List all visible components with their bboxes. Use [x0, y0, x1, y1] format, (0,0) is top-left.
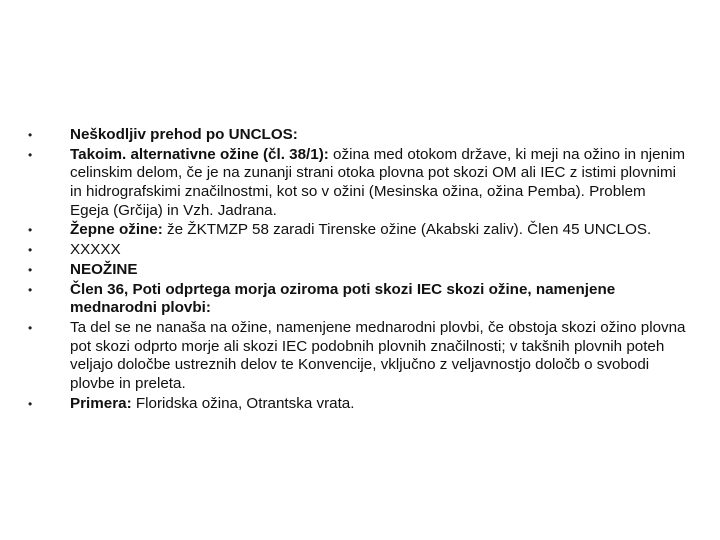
bullet-item: [28, 146, 688, 220]
bullet-item: [28, 241, 688, 260]
bullet-list: [28, 126, 688, 414]
bullet-icon: •: [28, 128, 33, 142]
bullet-icon: •: [28, 396, 33, 411]
bullet-icon: •: [28, 147, 33, 162]
bullet-icon: •: [28, 262, 33, 277]
bullet-bold-text: Neškodljiv prehod po UNCLOS:: [70, 126, 298, 143]
bullet-item: [28, 319, 688, 393]
bullet-icon: •: [28, 223, 33, 238]
bullet-text: Ta del se ne nanaša na ožine, namenjene mednarodni plovbi, če obstoja skozi ožino plovna pot skozi odprto morje ali skozi IEC podobnih plovnih značilnosti; v takšnih plovnih poteh veljajo določbe ustreznih delov te Konvencije, vključno z veljavnostjo določb o svobodi plovbe in preleta.: [70, 319, 686, 392]
bullet-item: [28, 395, 688, 414]
bullet-bold-text: Takoim. alternativne ožine (čl. 38/1):: [70, 145, 329, 163]
bullet-icon: •: [28, 243, 33, 258]
bullet-icon: •: [28, 321, 33, 336]
bullet-item: [28, 126, 688, 145]
bullet-item: [28, 221, 688, 240]
bullet-bold-text: Primera:: [70, 394, 132, 412]
bullet-text: ožina med otokom države, ki meji na ožino in njenim celinskim delom, če je na zunanji strani otoka plovna pot skozi OM ali IEC z istimi plovnimi in hidrografskimi značilnostmi, kot so v ožini (Mesinska ožina, ožina Pemba). Problem Egeja (Grčija) in Vzh. Jadrana.: [70, 145, 686, 219]
bullet-bold-text: Člen 36, Poti odprtega morja oziroma poti skozi IEC skozi ožine, namenjene mednarodni plovbi:: [70, 280, 616, 317]
bullet-text: že ŽKTMZP 58 zaradi Tirenske ožine (Akabski zaliv). Člen 45 UNCLOS.: [162, 221, 652, 239]
bullet-icon: •: [28, 282, 33, 297]
bullet-bold-text: NEOŽINE: [70, 260, 138, 278]
bullet-text: XXXXX: [70, 241, 121, 259]
bullet-text: Floridska ožina, Otrantska vrata.: [131, 394, 355, 412]
bullet-item: [28, 261, 688, 280]
bullet-item: [28, 281, 688, 318]
bullet-bold-text: Žepne ožine:: [70, 221, 163, 239]
